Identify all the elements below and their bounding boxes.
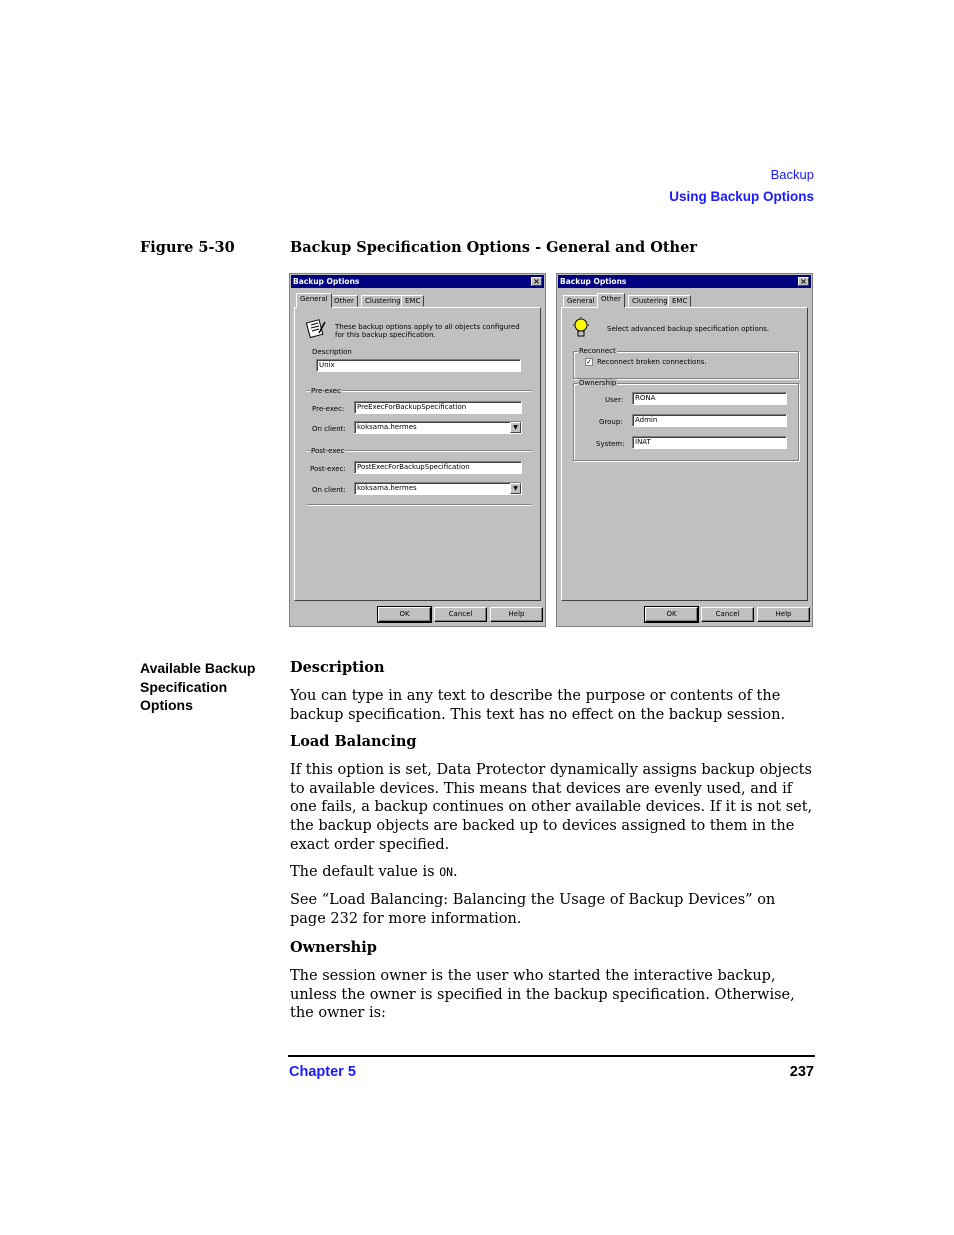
tab-general[interactable]: General xyxy=(563,295,599,307)
description-label: Description xyxy=(312,348,352,356)
intro-text: Select advanced backup specification options. xyxy=(607,325,770,333)
backup-options-dialog-general xyxy=(289,273,546,627)
postexec-field[interactable]: PostExecForBackupSpecification xyxy=(354,461,522,474)
reconnect-group-label: Reconnect xyxy=(579,347,616,355)
paragraph-load-balancing: If this option is set, Data Protector dynamically assigns backup objects to available devices. This means that devices are evenly used, and if one fails, a backup continues on other available devices. If it is not set, the backup objects are backed up to devices assigned to them in the exact order specified. xyxy=(290,762,813,853)
postexec-group-label: Post-exec xyxy=(311,447,345,455)
user-field[interactable]: RONA xyxy=(632,392,787,405)
paragraph-description: You can type in any text to describe the purpose or contents of the backup specification. This text has no effect on the backup session. xyxy=(290,688,786,723)
figure-label: Figure 5-30 xyxy=(140,239,235,256)
tab-other[interactable]: Other xyxy=(330,295,358,307)
sidebar-heading: Available Backup Specification Options xyxy=(140,660,256,713)
help-button[interactable]: Help xyxy=(757,607,810,622)
tab-panel-general xyxy=(294,307,541,601)
clipboard-icon xyxy=(305,318,327,338)
chevron-down-icon[interactable]: ▼ xyxy=(510,483,521,494)
heading-load-balancing: Load Balancing xyxy=(290,733,417,750)
preexec-client-label: On client: xyxy=(312,425,346,433)
paragraph-ownership: The session owner is the user who started the interactive backup, unless the owner is specified in the backup specification. Otherwise, the owner is: xyxy=(290,968,795,1022)
tab-general[interactable]: General xyxy=(296,293,332,308)
bottom-separator xyxy=(307,504,531,506)
description-field[interactable]: Unix xyxy=(316,359,521,372)
chevron-down-icon[interactable]: ▼ xyxy=(510,422,521,433)
tab-clustering[interactable]: Clustering xyxy=(361,295,405,307)
system-field[interactable]: INAT xyxy=(632,436,787,449)
preexec-client-select[interactable] xyxy=(354,421,522,434)
ok-button[interactable]: OK xyxy=(645,607,698,622)
figure-title: Backup Specification Options - General and Other xyxy=(290,239,697,256)
default-period: . xyxy=(453,864,458,880)
running-header-subsection: Using Backup Options xyxy=(669,189,814,204)
paragraph-default-value xyxy=(290,863,815,882)
dialog-titlebar xyxy=(558,275,811,288)
preexec-client-value: koksama.hermes xyxy=(357,423,417,431)
footer-chapter: Chapter 5 xyxy=(289,1064,356,1080)
footer-rule xyxy=(288,1055,815,1057)
intro-line1: These backup options apply to all objects configured xyxy=(335,323,520,331)
tab-other[interactable]: Other xyxy=(597,293,625,308)
ownership-groupbox xyxy=(573,379,799,461)
close-icon[interactable]: × xyxy=(531,277,542,286)
dialog-title: Backup Options xyxy=(293,277,360,286)
backup-options-dialog-other xyxy=(556,273,813,627)
default-text: The default value is xyxy=(290,864,440,880)
postexec-client-value: koksama.hermes xyxy=(357,484,417,492)
group-field[interactable]: Admin xyxy=(632,414,787,427)
tab-clustering[interactable]: Clustering xyxy=(628,295,672,307)
ok-button[interactable]: OK xyxy=(378,607,431,622)
reconnect-groupbox xyxy=(573,347,799,379)
tab-panel-other xyxy=(561,307,808,601)
user-label: User: xyxy=(605,396,624,404)
footer-page-number: 237 xyxy=(789,1064,814,1080)
postexec-client-label: On client: xyxy=(312,486,346,494)
reconnect-label: Reconnect broken connections. xyxy=(597,358,707,366)
intro-line2: for this backup specification. xyxy=(335,331,436,339)
close-icon[interactable]: × xyxy=(798,277,809,286)
reconnect-checkbox[interactable]: ✓ xyxy=(586,358,592,366)
dialog-title: Backup Options xyxy=(560,277,627,286)
heading-description: Description xyxy=(290,659,385,676)
cancel-button[interactable]: Cancel xyxy=(434,607,487,622)
heading-ownership: Ownership xyxy=(290,939,377,956)
tab-emc[interactable]: EMC xyxy=(668,295,691,307)
ownership-group-label: Ownership xyxy=(579,379,617,387)
preexec-field[interactable]: PreExecForBackupSpecification xyxy=(354,401,522,414)
cancel-button[interactable]: Cancel xyxy=(701,607,754,622)
preexec-group-label: Pre-exec xyxy=(311,387,341,395)
group-label: Group: xyxy=(599,418,623,426)
help-button[interactable]: Help xyxy=(490,607,543,622)
paragraph-see-also: See “Load Balancing: Balancing the Usage of Backup Devices” on page 232 for more information. xyxy=(290,892,776,927)
system-label: System: xyxy=(596,440,625,448)
preexec-label: Pre-exec: xyxy=(312,405,345,413)
tab-emc[interactable]: EMC xyxy=(401,295,424,307)
dialog-titlebar xyxy=(291,275,544,288)
postexec-label: Post-exec: xyxy=(310,465,346,473)
default-code: ON xyxy=(439,865,454,879)
postexec-client-select[interactable] xyxy=(354,482,522,495)
running-header-section: Backup xyxy=(770,167,814,182)
lightbulb-icon xyxy=(572,317,590,339)
